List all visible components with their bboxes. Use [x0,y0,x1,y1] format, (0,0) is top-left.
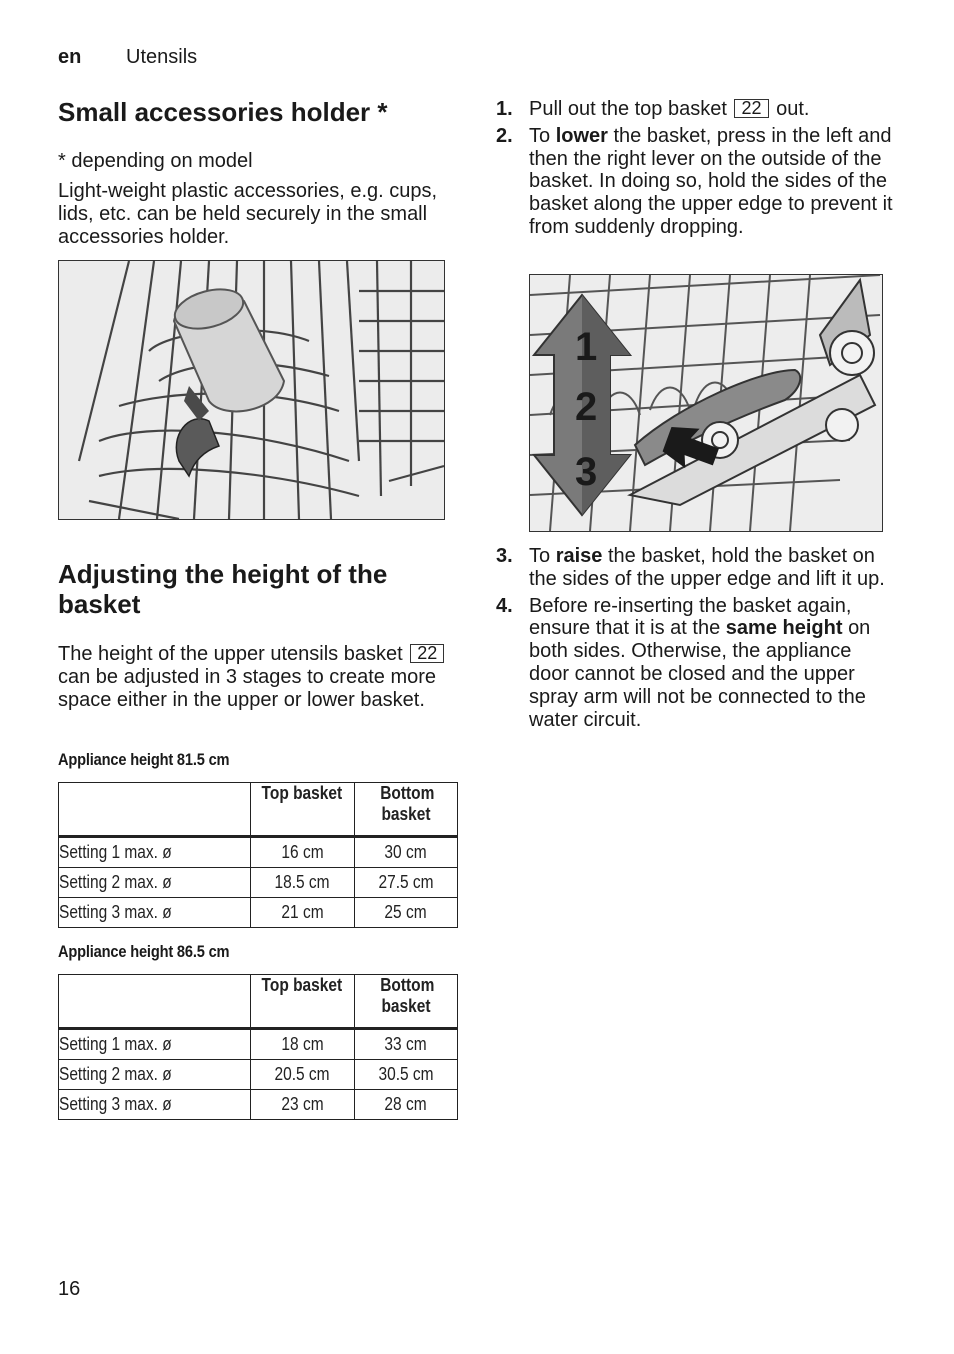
step-number: 1. [496,98,513,120]
bottom-basket-value: 33 cm [354,1029,457,1060]
table-header-row [59,783,458,837]
bottom-basket-value: 30.5 cm [354,1060,457,1090]
bottom-basket-value: 28 cm [354,1090,457,1120]
row-label: Setting 2 max. ø [59,868,251,898]
header-top-basket: Top basket [250,975,354,1029]
heading-adjust-height: Adjusting the height of the basket [58,559,388,619]
basket-lever-drawing [530,275,882,531]
table-row [59,1090,458,1120]
table-row [59,1060,458,1090]
table-row [59,868,458,898]
heading-small-accessories: Small accessories holder * [58,97,388,127]
height-table-81-5 [58,782,458,928]
header-empty [59,783,251,837]
table-row [59,1029,458,1060]
figure-label-1: 1 [575,325,598,369]
step-text: the basket, press in the left and then the right lever on the outside of the basket. In doing so, hold the sides of the basket along the upper edge to prevent it from suddenly dropping. [529,124,893,238]
step-text: To [529,545,551,567]
basket-height-illustration [529,274,883,532]
bottom-basket-value: 25 cm [354,898,457,928]
page-number: 16 [58,1278,81,1300]
row-label: Setting 2 max. ø [59,1060,251,1090]
accessories-intro: Light-weight plastic accessories, e.g. cups, lids, etc. can be held securely in the small accessories holder. [58,180,438,248]
header-top-basket: Top basket [250,783,354,837]
part-reference-22: 22 [734,99,768,118]
step-4 [496,595,896,732]
bottom-basket-value: 30 cm [354,837,457,868]
part-reference-22: 22 [410,644,444,663]
accessories-holder-illustration [58,260,445,520]
row-label: Setting 3 max. ø [59,898,251,928]
rack-drawing [59,261,444,519]
step-emphasis: lower [555,124,608,147]
section-title: Utensils [126,46,198,68]
step-1 [496,98,896,121]
figure-label-2: 2 [575,385,598,429]
step-text: To [529,124,551,147]
header-empty [59,975,251,1029]
row-label: Setting 1 max. ø [59,1029,251,1060]
top-basket-value: 18.5 cm [250,868,354,898]
steps-1-2 [496,98,896,243]
table-header-row [59,975,458,1029]
top-basket-value: 23 cm [250,1090,354,1120]
language-code: en [58,46,82,68]
bottom-basket-value: 27.5 cm [354,868,457,898]
step-text: Before re-inserting the basket again, ensure that it is at the [529,594,852,640]
row-label: Setting 1 max. ø [59,837,251,868]
table-row [59,898,458,928]
top-basket-value: 20.5 cm [250,1060,354,1090]
top-basket-value: 16 cm [250,837,354,868]
paragraph-part-2: can be adjusted in 3 stages to create more space either in the upper or lower basket. [58,665,437,711]
header-bottom-basket: Bottom basket [354,975,457,1029]
steps-3-4 [496,545,896,735]
figure-label-3: 3 [575,450,598,494]
header-bottom-basket: Bottom basket [354,783,457,837]
table-row [59,837,458,868]
paragraph-part-1: The height of the upper utensils basket [58,643,403,665]
row-label: Setting 3 max. ø [59,1090,251,1120]
step-number: 3. [496,545,513,567]
step-number: 4. [496,594,513,617]
table-title-86-5: Appliance height 86.5 cm [58,942,230,961]
step-emphasis: same height [725,617,843,640]
step-text: out. [776,98,810,120]
step-text: Pull out the top basket [529,98,727,120]
table-title-81-5: Appliance height 81.5 cm [58,750,230,769]
adjust-height-paragraph [58,643,458,711]
model-note: * depending on model [58,150,253,172]
step-emphasis: raise [555,545,603,567]
top-basket-value: 21 cm [250,898,354,928]
step-number: 2. [496,124,513,147]
height-table-86-5 [58,974,458,1120]
step-3 [496,545,896,591]
top-basket-value: 18 cm [250,1029,354,1060]
step-2 [496,125,896,239]
step-text: the basket, hold the basket on the sides of the upper edge and lift it up. [529,545,885,590]
step-text: on both sides. Otherwise, the appliance door cannot be closed and the upper spray arm will not be connected to the water circuit. [529,617,871,731]
